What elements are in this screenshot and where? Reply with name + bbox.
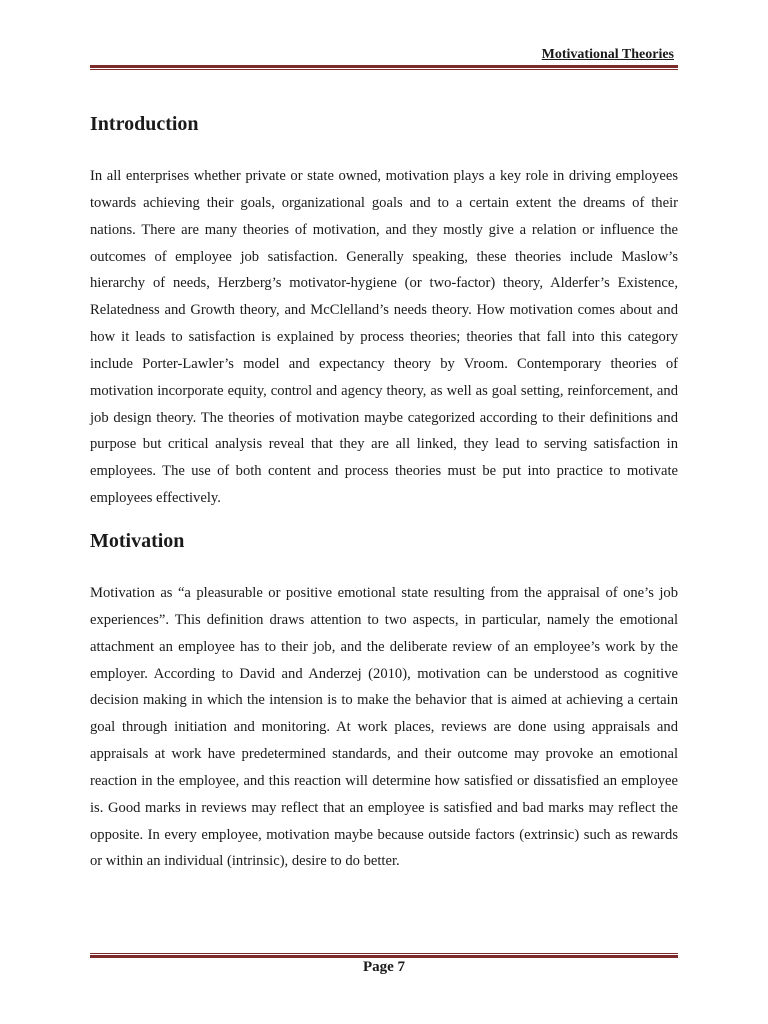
footer-divider-thin-line (90, 953, 678, 954)
document-body (90, 108, 678, 875)
header-divider-thin-line (90, 69, 678, 70)
header-divider (90, 65, 678, 70)
introduction-paragraph: In all enterprises whether private or state owned, motivation plays a key role in driving employees towards achieving their goals, organizational goals and to a certain extent the dreams of their nations. There are many theories of motivation, and they mostly give a relation or influence the outcomes of employee job satisfaction. Generally speaking, these theories include Maslow’s hierarchy of needs, Herzberg’s motivator-hygiene (or two-factor) theory, Alderfer’s Existence, Relatedness and Growth theory, and McClelland’s needs theory. How motivation comes about and how it leads to satisfaction is explained by process theories; theories that fall into this category include Porter-Lawler’s model and expectancy theory by Vroom. Contemporary theories of motivation incorporate equity, control and agency theory, as well as goal setting, reinforcement, and job design theory. The theories of motivation maybe categorized according to their definitions and purpose but critical analysis reveal that they are all linked, they lead to serving satisfaction in employees. The use of both content and process theories must be put into practice to motivate employees effectively. (90, 168, 678, 507)
footer-divider-thick-line (90, 955, 678, 958)
header-divider-thick-line (90, 65, 678, 68)
page-number: Page 7 (362, 959, 406, 975)
motivation-paragraph: Motivation as “a pleasurable or positive emotional state resulting from the appraisal of one’s job experiences”. This definition draws attention to two aspects, in particular, namely the emotional attachment an employee has to their job, and the deliberate review of an employee’s work by the employer. According to David and Anderzej (2010), motivation can be understood as cognitive decision making in which the intension is to make the behavior that is aimed at achieving a certain goal through initiation and monitoring. At work places, reviews are done using appraisals and appraisals at work have predetermined standards, and their outcome may provoke an emotional reaction in the employee, and this reaction will determine how satisfied or dissatisfied an employee is. Good marks in reviews may reflect that an employee is satisfied and bad marks may reflect the opposite. In every employee, motivation maybe because outside factors (extrinsic) such as rewards or within an individual (intrinsic), desire to do better. (90, 584, 678, 870)
running-header-title: Motivational Theories (541, 47, 674, 62)
section-heading-introduction: Introduction (90, 113, 199, 135)
footer-divider (90, 953, 678, 958)
section-heading-motivation: Motivation (90, 529, 185, 552)
